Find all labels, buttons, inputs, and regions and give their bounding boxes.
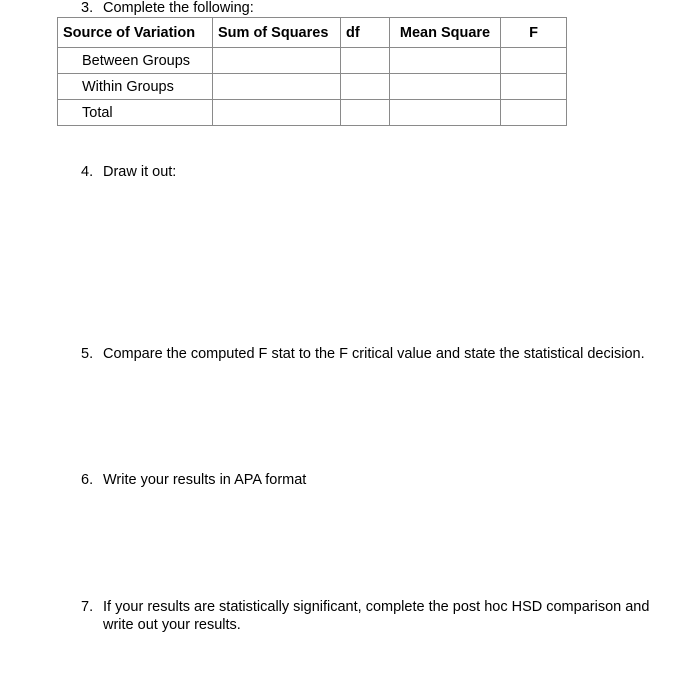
header-df: df bbox=[341, 18, 390, 48]
question-4-number: 4. bbox=[81, 164, 94, 180]
anova-table bbox=[57, 17, 567, 126]
question-5-text: Compare the computed F stat to the F critical value and state the statistical decision. bbox=[103, 346, 645, 362]
question-5-number: 5. bbox=[81, 346, 94, 362]
question-6-number: 6. bbox=[81, 472, 94, 488]
header-sum-of-squares: Sum of Squares bbox=[213, 18, 341, 48]
question-6 bbox=[81, 471, 306, 489]
cell-between-ms[interactable] bbox=[390, 48, 501, 74]
row-label-total: Total bbox=[58, 100, 213, 126]
question-3-number: 3. bbox=[81, 0, 94, 16]
cell-between-df[interactable] bbox=[341, 48, 390, 74]
question-7-text: If your results are statistically significant, complete the post hoc HSD comparison and write out your results. bbox=[103, 599, 650, 633]
question-6-text: Write your results in APA format bbox=[103, 472, 307, 488]
cell-within-df[interactable] bbox=[341, 74, 390, 100]
question-7-number: 7. bbox=[81, 599, 94, 615]
cell-total-df[interactable] bbox=[341, 100, 390, 126]
question-3 bbox=[81, 0, 254, 17]
table-row bbox=[58, 48, 567, 74]
question-4-text: Draw it out: bbox=[103, 164, 177, 180]
cell-within-ss[interactable] bbox=[213, 74, 341, 100]
question-3-text: Complete the following: bbox=[103, 0, 254, 16]
cell-total-ss[interactable] bbox=[213, 100, 341, 126]
question-5 bbox=[81, 345, 645, 363]
cell-within-f[interactable] bbox=[501, 74, 567, 100]
header-source-of-variation: Source of Variation bbox=[58, 18, 213, 48]
cell-total-ms[interactable] bbox=[390, 100, 501, 126]
table-row bbox=[58, 100, 567, 126]
row-label-between-groups: Between Groups bbox=[58, 48, 213, 74]
header-f: F bbox=[501, 18, 567, 48]
anova-header-row bbox=[58, 18, 567, 48]
question-4 bbox=[81, 163, 176, 181]
question-7 bbox=[81, 598, 650, 633]
cell-total-f[interactable] bbox=[501, 100, 567, 126]
cell-between-f[interactable] bbox=[501, 48, 567, 74]
header-mean-square: Mean Square bbox=[390, 18, 501, 48]
cell-between-ss[interactable] bbox=[213, 48, 341, 74]
table-row bbox=[58, 74, 567, 100]
row-label-within-groups: Within Groups bbox=[58, 74, 213, 100]
cell-within-ms[interactable] bbox=[390, 74, 501, 100]
